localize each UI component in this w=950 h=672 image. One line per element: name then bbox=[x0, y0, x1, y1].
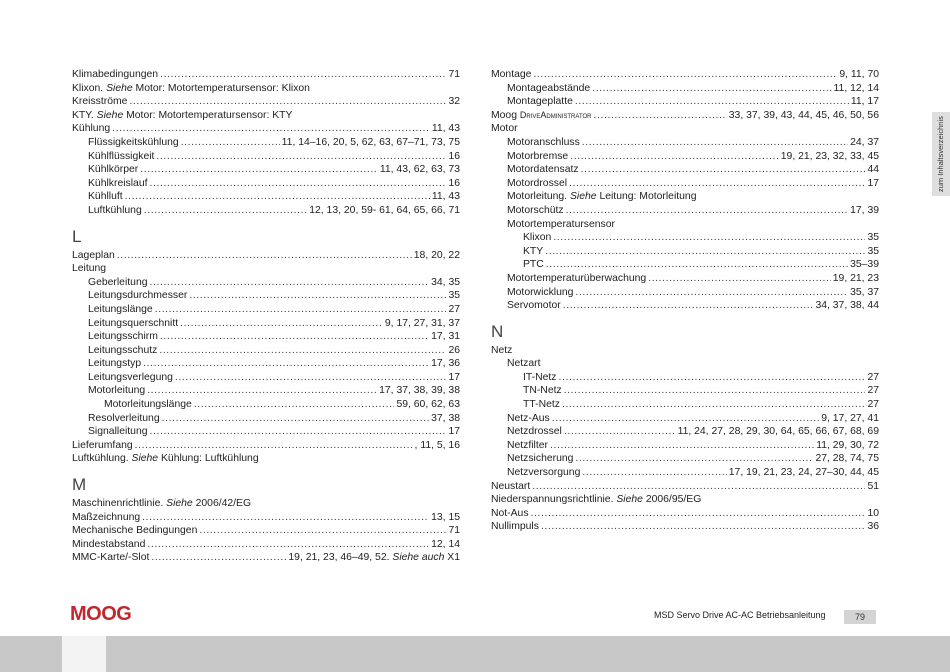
page-references[interactable]: 35, 37 bbox=[850, 286, 879, 298]
page-references[interactable]: 9, 17, 27, 31, 37 bbox=[384, 317, 460, 329]
index-term: Montageplatte bbox=[507, 96, 573, 108]
index-entry[interactable] bbox=[72, 177, 460, 191]
page-references[interactable]: 32 bbox=[448, 96, 460, 108]
dot-leader bbox=[570, 150, 779, 164]
index-term: Motorleitung. bbox=[507, 191, 568, 203]
dot-leader bbox=[135, 439, 413, 453]
index-entry[interactable] bbox=[72, 412, 460, 426]
see-also-label: Siehe auch bbox=[392, 552, 445, 564]
page-references[interactable]: 17 bbox=[448, 426, 460, 438]
index-term: Netz bbox=[491, 344, 513, 356]
index-term: Signalleitung bbox=[88, 426, 148, 438]
index-entry[interactable] bbox=[491, 122, 879, 136]
see-reference-target[interactable]: Leitung: Motorleitung bbox=[599, 191, 697, 203]
index-term: Lieferumfang bbox=[72, 439, 133, 451]
dot-leader bbox=[559, 371, 866, 385]
dot-leader bbox=[117, 249, 412, 263]
dot-leader bbox=[531, 507, 866, 521]
page-references[interactable]: , 11, 5, 16 bbox=[414, 439, 460, 451]
index-entry[interactable] bbox=[491, 231, 879, 245]
index-entry[interactable] bbox=[72, 303, 460, 317]
index-term: Motortemperatursensor bbox=[507, 218, 615, 230]
index-entry[interactable] bbox=[491, 68, 879, 82]
index-entry[interactable] bbox=[72, 425, 460, 439]
dot-leader bbox=[532, 480, 865, 494]
page-references[interactable]: 19, 21, 23, 46–49, 52. bbox=[288, 552, 390, 564]
index-term: Moog bbox=[491, 109, 517, 121]
index-entry[interactable] bbox=[72, 357, 460, 371]
page-references[interactable]: 51 bbox=[867, 480, 879, 492]
dot-leader bbox=[150, 276, 430, 290]
index-entry[interactable] bbox=[491, 82, 879, 96]
index-entry[interactable] bbox=[491, 258, 879, 272]
index-term: Klixon bbox=[523, 232, 552, 244]
index-entry[interactable] bbox=[72, 317, 460, 331]
index-term: Leitungsquerschnitt bbox=[88, 317, 179, 329]
index-term: Montage bbox=[491, 69, 532, 80]
index-term: Maßzeichnung bbox=[72, 511, 141, 523]
page-references[interactable]: 24, 37 bbox=[850, 136, 879, 148]
toc-side-tab-label[interactable]: zum Inhaltsverzeichnis bbox=[936, 116, 945, 192]
index-term: Motorschütz bbox=[507, 204, 564, 216]
index-entry[interactable] bbox=[72, 150, 460, 164]
dot-leader bbox=[563, 299, 814, 313]
page-references[interactable]: 34, 37, 38, 44 bbox=[815, 300, 879, 312]
index-entry[interactable] bbox=[72, 497, 460, 511]
index-column-right bbox=[491, 68, 879, 534]
moog-logo-text: MOOG bbox=[70, 603, 132, 623]
page-references[interactable]: 27 bbox=[448, 303, 460, 315]
dot-leader bbox=[142, 511, 429, 525]
index-entry[interactable] bbox=[491, 177, 879, 191]
dot-leader bbox=[160, 330, 429, 344]
index-entry[interactable] bbox=[491, 245, 879, 259]
dot-leader bbox=[592, 82, 831, 96]
index-term: Motortemperaturüberwachung bbox=[507, 272, 647, 284]
index-entry[interactable] bbox=[72, 398, 460, 412]
see-reference-target[interactable]: 2006/95/EG bbox=[645, 494, 702, 506]
index-entry[interactable] bbox=[72, 524, 460, 538]
footer-band-gap bbox=[62, 636, 106, 672]
index-entry[interactable] bbox=[72, 249, 460, 263]
see-reference-label: Siehe bbox=[131, 453, 159, 465]
dot-leader bbox=[199, 524, 446, 538]
dot-leader bbox=[575, 452, 813, 466]
page-references[interactable]: 17, 37, 38, 39, 38 bbox=[379, 385, 460, 397]
index-entry[interactable] bbox=[491, 272, 879, 286]
dot-leader bbox=[159, 344, 446, 358]
page-references[interactable]: 9, 11, 70 bbox=[839, 69, 879, 80]
dot-leader bbox=[546, 258, 848, 272]
see-reference-label: Siehe bbox=[106, 82, 133, 94]
dot-leader bbox=[112, 122, 430, 136]
index-letter-heading: M bbox=[72, 475, 87, 495]
see-reference-target[interactable]: 2006/42/EG bbox=[195, 498, 252, 510]
dot-leader bbox=[582, 466, 726, 480]
index-term: Leitungsdurchmesser bbox=[88, 290, 188, 302]
index-term: Motoranschluss bbox=[507, 136, 580, 148]
index-term: Klixon. bbox=[72, 82, 104, 94]
dot-leader bbox=[581, 163, 866, 177]
index-entry[interactable] bbox=[72, 371, 460, 385]
page-references[interactable]: 16 bbox=[448, 150, 460, 162]
index-term: Flüssigkeitskühlung bbox=[88, 136, 179, 148]
index-entry[interactable] bbox=[72, 289, 460, 303]
see-reference-target[interactable]: Kühlung: Luftkühlung bbox=[160, 453, 259, 465]
index-term: Kühlluft bbox=[88, 191, 123, 203]
dot-leader bbox=[151, 551, 286, 565]
dot-leader bbox=[155, 303, 447, 317]
page-references[interactable]: 71 bbox=[448, 69, 460, 80]
index-entry[interactable] bbox=[72, 551, 460, 565]
index-term: Montageabstände bbox=[507, 82, 591, 94]
index-entry[interactable] bbox=[491, 95, 879, 109]
dot-leader bbox=[566, 204, 849, 218]
page-references[interactable]: 17, 36 bbox=[431, 358, 460, 370]
page-references[interactable]: 11, 43 bbox=[431, 191, 460, 203]
index-term: Motorleitung bbox=[88, 385, 146, 397]
index-term: TN-Netz bbox=[523, 385, 562, 397]
see-reference-target[interactable]: Motor: Motortemperatursensor: Klixon bbox=[135, 82, 310, 94]
index-term: Geberleitung bbox=[88, 276, 148, 288]
dot-leader bbox=[147, 384, 377, 398]
dot-leader bbox=[194, 398, 395, 412]
index-entry[interactable] bbox=[491, 398, 879, 412]
page-references[interactable]: 33, 37, 39, 43, 44, 45, 46, 50, 56 bbox=[728, 109, 879, 121]
index-entry[interactable] bbox=[491, 190, 879, 204]
index-letter-heading: L bbox=[72, 226, 82, 246]
index-entry[interactable] bbox=[491, 425, 879, 439]
page-references[interactable]: 59, 60, 62, 63 bbox=[396, 399, 460, 411]
index-term: MMC-Karte/-Slot bbox=[72, 552, 150, 564]
index-term: PTC bbox=[523, 259, 544, 271]
index-term: Lageplan bbox=[72, 249, 115, 261]
page-references[interactable]: 11, 24, 27, 28, 29, 30, 64, 65, 66, 67, 68, 69 bbox=[677, 426, 879, 438]
dot-leader bbox=[150, 177, 447, 191]
dot-leader bbox=[564, 425, 676, 439]
index-entry[interactable] bbox=[491, 299, 879, 313]
index-term: Motorwicklung bbox=[507, 286, 574, 298]
index-column-left bbox=[72, 68, 460, 565]
index-entry[interactable] bbox=[72, 439, 460, 453]
page-references[interactable]: 12, 14 bbox=[431, 538, 460, 550]
index-term: Kühlkörper bbox=[88, 164, 139, 176]
page-references[interactable]: 35 bbox=[867, 245, 879, 257]
index-term: Motordrossel bbox=[507, 177, 568, 189]
page-references[interactable]: 17 bbox=[867, 177, 879, 189]
index-entry[interactable] bbox=[491, 412, 879, 426]
index-term: Not-Aus bbox=[491, 507, 529, 519]
index-entry[interactable] bbox=[72, 95, 460, 109]
see-reference-label: Siehe bbox=[166, 498, 193, 510]
page-references[interactable]: 19, 21, 23, 32, 33, 45 bbox=[780, 150, 879, 162]
index-entry[interactable] bbox=[72, 190, 460, 204]
dot-leader bbox=[129, 95, 446, 109]
dot-leader bbox=[594, 109, 727, 123]
index-entry[interactable] bbox=[491, 109, 879, 123]
index-entry[interactable] bbox=[72, 330, 460, 344]
dot-leader bbox=[175, 371, 447, 385]
index-term: Motorbremse bbox=[507, 150, 569, 162]
index-term: Kühlflüssigkeit bbox=[88, 150, 155, 162]
index-term: Kühlkreislauf bbox=[88, 177, 148, 189]
index-entry[interactable] bbox=[491, 493, 879, 507]
index-entry[interactable] bbox=[491, 218, 879, 232]
dot-leader bbox=[143, 357, 429, 371]
page-references[interactable]: 27 bbox=[867, 385, 879, 397]
index-term-smallcaps: DriveAdministrator bbox=[519, 109, 592, 120]
index-term: Maschinenrichtlinie. bbox=[72, 498, 164, 510]
index-term: Motor bbox=[491, 123, 518, 135]
see-reference-target[interactable]: Motor: Motortemperatursensor: KTY bbox=[126, 109, 293, 121]
dot-leader bbox=[162, 412, 429, 426]
index-term: Leitungslänge bbox=[88, 303, 153, 315]
page-references[interactable]: 27 bbox=[867, 399, 879, 411]
index-term: Netz-Aus bbox=[507, 412, 550, 424]
dot-leader bbox=[144, 204, 307, 218]
index-entry[interactable] bbox=[72, 122, 460, 136]
footer-band-left bbox=[0, 636, 62, 672]
index-entry[interactable] bbox=[491, 452, 879, 466]
index-entry[interactable] bbox=[491, 520, 879, 534]
index-entry[interactable] bbox=[491, 204, 879, 218]
page-references[interactable]: 17 bbox=[448, 371, 460, 383]
page-number: 79 bbox=[844, 610, 876, 624]
dot-leader bbox=[156, 150, 446, 164]
index-entry[interactable] bbox=[491, 150, 879, 164]
index-term: Nullimpuls bbox=[491, 521, 539, 533]
index-term: Kühlung bbox=[72, 123, 111, 135]
page-references[interactable]: 16 bbox=[448, 177, 460, 189]
toc-side-tab[interactable] bbox=[932, 112, 950, 196]
index-term: Leitung bbox=[72, 263, 107, 275]
index-entry[interactable] bbox=[72, 384, 460, 398]
index-entry[interactable] bbox=[491, 357, 879, 371]
dot-leader bbox=[552, 412, 819, 426]
index-term: Netzdrossel bbox=[507, 426, 562, 438]
page-references[interactable]: 27 bbox=[867, 371, 879, 383]
page-references[interactable]: 9, 17, 27, 41 bbox=[821, 412, 879, 424]
dot-leader bbox=[147, 538, 429, 552]
footer-band-right bbox=[106, 636, 950, 672]
index-term: Kreisströme bbox=[72, 96, 128, 108]
page-references[interactable]: 17, 19, 21, 23, 24, 27–30, 44, 45 bbox=[728, 467, 879, 479]
see-also-target[interactable]: X1 bbox=[447, 552, 460, 564]
dot-leader bbox=[541, 520, 866, 534]
index-entry[interactable] bbox=[72, 204, 460, 218]
page-references[interactable]: 37, 38 bbox=[431, 412, 460, 424]
dot-leader bbox=[575, 286, 848, 300]
index-letter-heading: N bbox=[491, 321, 504, 341]
page-references[interactable]: 36 bbox=[867, 521, 879, 533]
index-entry[interactable] bbox=[72, 344, 460, 358]
index-term: KTY bbox=[523, 245, 544, 257]
index-entry[interactable] bbox=[72, 163, 460, 177]
dot-leader bbox=[140, 163, 378, 177]
dot-leader bbox=[550, 439, 814, 453]
page-references[interactable]: 44 bbox=[867, 164, 879, 176]
index-entry[interactable] bbox=[72, 276, 460, 290]
page-references[interactable]: 17, 39 bbox=[850, 204, 879, 216]
index-term: Servomotor bbox=[507, 300, 561, 312]
dot-leader bbox=[181, 136, 280, 150]
dot-leader bbox=[575, 95, 849, 109]
index-term: Motorleitungslänge bbox=[104, 399, 192, 411]
dot-leader bbox=[189, 289, 446, 303]
index-entry[interactable] bbox=[491, 466, 879, 480]
page-references[interactable]: 12, 13, 20, 59- 61, 64, 65, 66, 71 bbox=[309, 204, 460, 216]
index-entry[interactable] bbox=[72, 262, 460, 276]
page-references[interactable]: 18, 20, 22 bbox=[413, 249, 460, 261]
index-term: Mechanische Bedingungen bbox=[72, 525, 198, 537]
page-references[interactable]: 11, 12, 14 bbox=[833, 82, 879, 94]
page-references[interactable]: 11, 43, 62, 63, 73 bbox=[379, 164, 460, 176]
index-term: Netzfilter bbox=[507, 439, 548, 451]
dot-leader bbox=[160, 68, 446, 82]
dot-leader bbox=[125, 190, 430, 204]
page-references[interactable]: 26 bbox=[448, 344, 460, 356]
dot-leader bbox=[582, 136, 848, 150]
index-entry[interactable] bbox=[491, 163, 879, 177]
dot-leader bbox=[562, 398, 865, 412]
index-entry[interactable] bbox=[491, 507, 879, 521]
index-entry[interactable] bbox=[491, 371, 879, 385]
index-term: Motordatensatz bbox=[507, 164, 579, 176]
dot-leader bbox=[180, 317, 383, 331]
page-references[interactable]: 11, 29, 30, 72 bbox=[816, 439, 879, 451]
dot-leader bbox=[564, 384, 866, 398]
page-references[interactable]: 11, 14–16, 20, 5, 62, 63, 67–71, 73, 75 bbox=[281, 136, 460, 148]
index-term: Netzsicherung bbox=[507, 453, 574, 465]
index-term: Luftkühlung. bbox=[72, 453, 129, 465]
index-term: Resolverleitung bbox=[88, 412, 160, 424]
see-reference-label: Siehe bbox=[96, 109, 124, 121]
index-entry[interactable] bbox=[72, 136, 460, 150]
index-term: Niederspannungsrichtlinie. bbox=[491, 494, 614, 506]
page-references[interactable]: 19, 21, 23 bbox=[832, 272, 879, 284]
document-title: MSD Servo Drive AC-AC Betriebsanleitung bbox=[654, 610, 826, 620]
dot-leader bbox=[533, 68, 837, 82]
index-term: Luftkühlung bbox=[88, 204, 142, 216]
moog-logo bbox=[70, 603, 154, 623]
index-entry[interactable] bbox=[491, 480, 879, 494]
index-term: Leitungsschirm bbox=[88, 331, 158, 343]
page-references[interactable]: 27, 28, 74, 75 bbox=[815, 453, 879, 465]
index-entry[interactable] bbox=[491, 384, 879, 398]
dot-leader bbox=[648, 272, 831, 286]
index-entry[interactable] bbox=[491, 439, 879, 453]
index-term: TT-Netz bbox=[523, 399, 560, 411]
page-references[interactable]: 11, 17 bbox=[850, 96, 879, 108]
page-references[interactable]: 35 bbox=[448, 290, 460, 302]
index-term: Mindestabstand bbox=[72, 538, 146, 550]
see-reference-label: Siehe bbox=[569, 191, 597, 203]
dot-leader bbox=[150, 425, 447, 439]
index-entry[interactable] bbox=[491, 136, 879, 150]
index-entry[interactable] bbox=[72, 538, 460, 552]
dot-leader bbox=[553, 231, 865, 245]
index-term: KTY. bbox=[72, 109, 94, 121]
index-entry[interactable] bbox=[72, 68, 460, 82]
page-references[interactable]: 35–39 bbox=[850, 259, 879, 271]
page-references[interactable]: 17, 31 bbox=[431, 331, 460, 343]
index-term: IT-Netz bbox=[523, 371, 557, 383]
index-entry[interactable] bbox=[72, 82, 460, 96]
dot-leader bbox=[569, 177, 865, 191]
index-entry[interactable] bbox=[72, 109, 460, 123]
index-term: Netzart bbox=[507, 358, 541, 370]
page-references[interactable]: 34, 35 bbox=[431, 276, 460, 288]
index-term: Klimabedingungen bbox=[72, 69, 159, 80]
see-reference-label: Siehe bbox=[616, 494, 643, 506]
index-entry[interactable] bbox=[72, 452, 460, 466]
index-term: Leitungsschutz bbox=[88, 344, 158, 356]
page-references[interactable]: 71 bbox=[448, 525, 460, 537]
page-references[interactable]: 11, 43 bbox=[431, 123, 460, 135]
page-references[interactable]: 35 bbox=[867, 232, 879, 244]
index-term: Leitungsverlegung bbox=[88, 371, 173, 383]
index-term: Leitungstyp bbox=[88, 358, 142, 370]
index-term: Netzversorgung bbox=[507, 467, 581, 479]
page-references[interactable]: 13, 15 bbox=[431, 511, 460, 523]
index-entry[interactable] bbox=[72, 511, 460, 525]
dot-leader bbox=[545, 245, 865, 259]
index-entry[interactable] bbox=[491, 286, 879, 300]
index-term: Neustart bbox=[491, 480, 531, 492]
index-entry[interactable] bbox=[491, 344, 879, 358]
page-references[interactable]: 10 bbox=[867, 507, 879, 519]
